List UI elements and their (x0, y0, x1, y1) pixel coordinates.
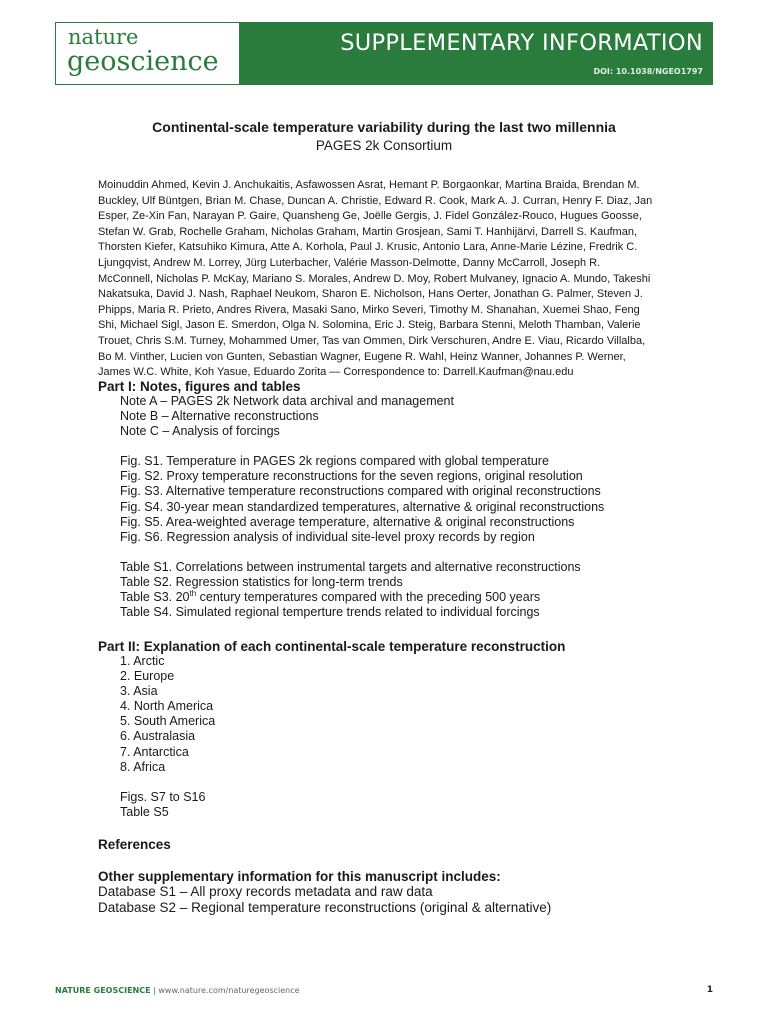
list-item: 6. Australasia (120, 729, 196, 744)
list-item: Fig. S3. Alternative temperature reconstructions compared with original reconstructions (120, 484, 601, 499)
list-item: Table S2. Regression statistics for long-term trends (120, 574, 403, 589)
list-item: Figs. S7 to S16 (120, 789, 206, 804)
regions-list (98, 654, 565, 775)
tables-list (98, 560, 604, 620)
references-heading: References (98, 837, 171, 852)
list-item: 5. South America (120, 714, 216, 729)
list-item: Note B – Alternative reconstructions (120, 409, 319, 424)
other-info-section (98, 869, 551, 916)
list-item: Note A – PAGES 2k Network data archival and management (120, 394, 454, 408)
footer-journal: NATURE GEOSCIENCE (55, 986, 151, 995)
part1-heading: Part I: Notes, figures and tables (98, 379, 301, 394)
list-item: Table S1. Correlations between instrumental targets and alternative reconstructions (120, 559, 581, 574)
extras-list (98, 790, 565, 820)
list-item: 7. Antarctica (120, 744, 189, 759)
notes-list (98, 394, 604, 439)
list-item: Fig. S2. Proxy temperature reconstructions for the seven regions, original resolution (120, 469, 583, 484)
list-item: Fig. S4. 30-year mean standardized temperatures, alternative & original reconstructions (120, 499, 605, 514)
doi-label: DOI: 10.1038/NGEO1797 (593, 67, 703, 76)
page-number: 1 (706, 985, 713, 995)
database-s2: Database S2 – Regional temperature reconstructions (original & alternative) (98, 900, 552, 915)
document-subtitle: PAGES 2k Consortium (315, 138, 453, 153)
list-item: Fig. S1. Temperature in PAGES 2k regions compared with global temperature (120, 454, 549, 469)
list-item: Table S5 (120, 804, 169, 819)
list-item: 1. Arctic (120, 654, 165, 668)
header-banner (240, 22, 713, 85)
logo-word-nature: nature (68, 25, 139, 49)
list-item: 3. Asia (120, 684, 158, 699)
table-s3-prefix: Table S3. 20 (120, 590, 190, 605)
list-item: 8. Africa (120, 759, 166, 774)
database-s1: Database S1 – All proxy records metadata and raw data (98, 884, 433, 899)
list-item: Fig. S6. Regression analysis of individual site-level proxy records by region (120, 529, 535, 544)
footer-url[interactable]: www.nature.com/naturegeoscience (158, 986, 300, 995)
list-item: 4. North America (120, 699, 214, 714)
other-info-heading: Other supplementary information for this manuscript includes: (98, 869, 501, 884)
ordinal-superscript: th (189, 589, 197, 599)
part2-heading: Part II: Explanation of each continental-scale temperature reconstruction (98, 639, 566, 654)
footer-separator: | (150, 986, 159, 995)
footer-credit (55, 986, 300, 995)
list-item: Fig. S5. Area-weighted average temperature, alternative & original reconstructions (120, 514, 575, 529)
figures-list (98, 454, 604, 545)
list-item: 2. Europe (120, 669, 175, 684)
list-item: Table S4. Simulated regional temperture trends related to individual forcings (120, 605, 540, 620)
journal-logo (55, 22, 240, 85)
supplementary-title: SUPPLEMENTARY INFORMATION (340, 30, 703, 56)
part1-section (98, 379, 604, 620)
list-item (120, 590, 604, 605)
part2-section (98, 639, 565, 820)
logo-word-geoscience: geoscience (67, 46, 219, 77)
author-list: Moinuddin Ahmed, Kevin J. Anchukaitis, Asfawossen Asrat, Hemant P. Borgaonkar, Martina Braida, Brendan M. Buckley, Ulf Büntgen, Brian M. Chase, Duncan A. Christie, Edward R. Cook, Mark A. J. Curran, Henry F. Diaz, Jan Esper, Ze-Xin Fan, Narayan P. Gaire, Quansheng Ge, Joëlle Gergis, J. Fidel González-Rouco, Hugues Goosse, Stefan W. Grab, Rochelle Graham, Nicholas Graham, Martin Grosjean, Sami T. Hanhijärvi, Darrell S. Kaufman, Thorsten Kiefer, Katsuhiko Kimura, Atte A. Korhola, Paul J. Krusic, Antonio Lara, Anne-Marie Lézine, Fredrik C. Ljungqvist, Andrew M. Lorrey, Jürg Luterbacher, Valérie Masson-Delmotte, Danny McCarroll, Joseph R. McConnell, Nicholas P. McKay, Mariano S. Morales, Andrew D. Moy, Robert Mulvaney, Ignacio A. Mundo, Takeshi Nakatsuka, David J. Nash, Raphael Neukom, Sharon E. Nicholson, Hans Oerter, Jonathan G. Palmer, Steven J. Phipps, Maria R. Prieto, Andres Rivera, Masaki Sano, Mirko Severi, Timothy M. Shanahan, Xuemei Shao, Feng Shi, Michael Sigl, Jason E. Smerdon, Olga N. Solomina, Eric J. Steig, Barbara Stenni, Meloth Thamban, Valerie Trouet, Chris S.M. Turney, Mohammed Umer, Tas van Ommen, Dirk Verschuren, Andre E. Viau, Ricardo Villalba, Bo M. Vinther, Lucien von Gunten, Sebastian Wagner, Eugene R. Wahl, Heinz Wanner, Johannes P. Werner, James W.C. White, Koh Yasue, Eduardo Zorita — Correspondence to: Darrell.Kaufman@nau.edu (98, 179, 653, 379)
journal-header (55, 22, 713, 85)
document-title: Continental-scale temperature variability during the last two millennia (152, 119, 616, 135)
list-item: Note C – Analysis of forcings (120, 424, 280, 439)
table-s3-suffix: century temperatures compared with the preceding 500 years (196, 590, 541, 605)
